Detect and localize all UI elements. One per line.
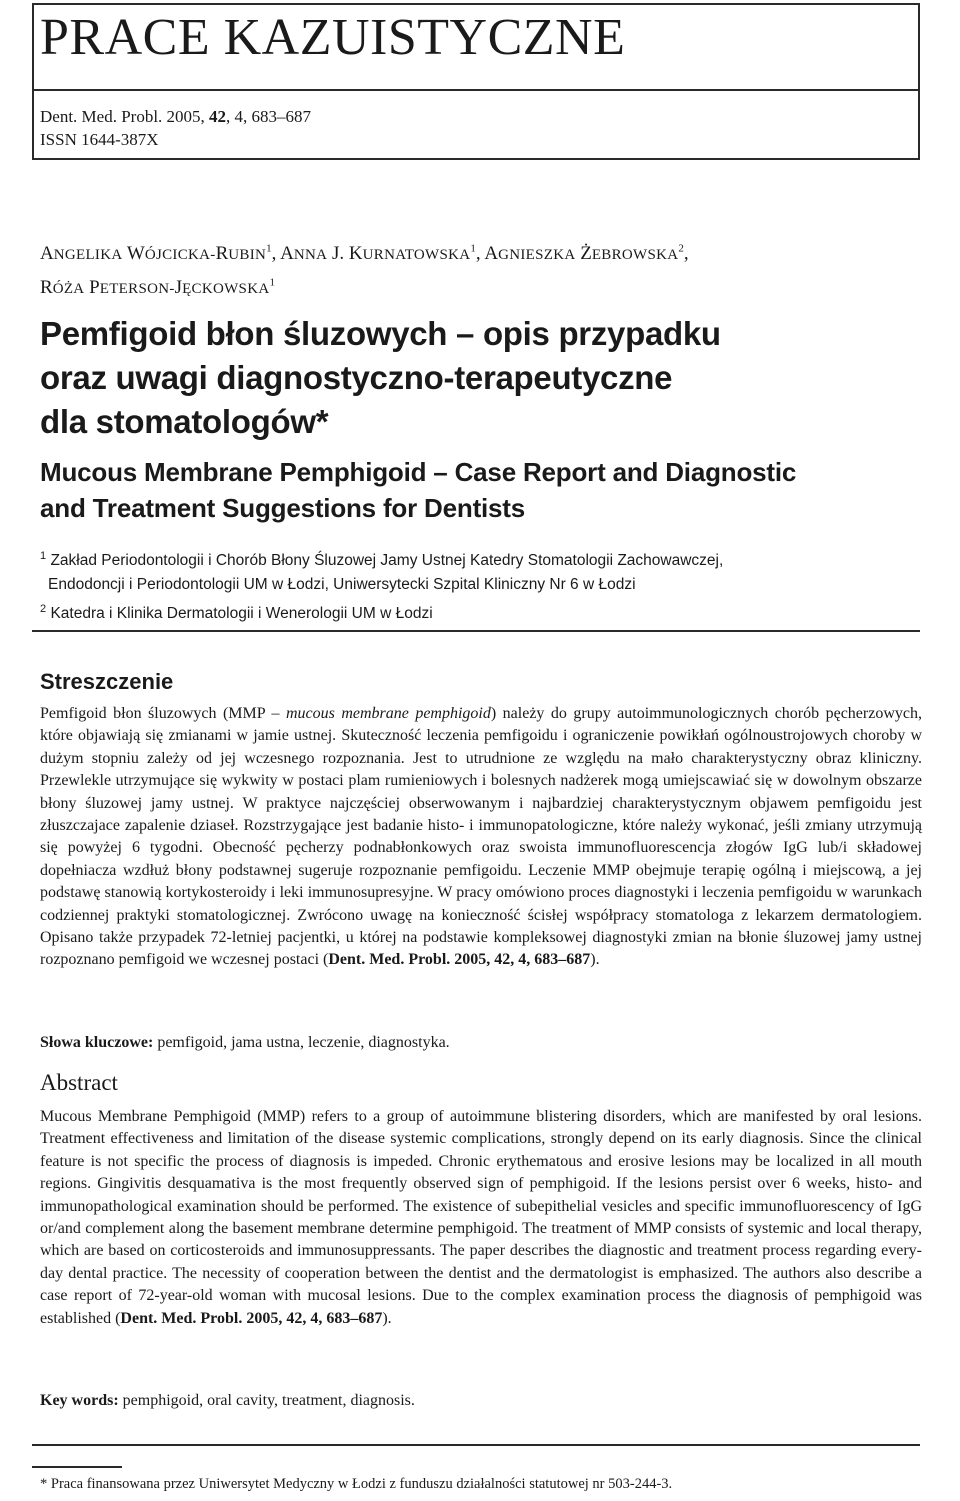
divider — [32, 1444, 920, 1446]
author: RÓŻA PETERSON-JĘCKOWSKA$^1$ — [40, 276, 275, 298]
title-english: Mucous Membrane Pemphigoid – Case Report and Diagnostic and Treatment Suggestions for Dentists — [40, 457, 797, 523]
keywords-english: Key words: pemphigoid, oral cavity, treatment, diagnosis. — [40, 1392, 415, 1409]
title-polish: Pemfigoid błon śluzowych – opis przypadku oraz uwagi diagnostyczno-terapeutyczne dla stomatologów* — [40, 315, 721, 440]
journal-citation: Dent. Med. Probl. 2005, 42, 4, 683–687 — [40, 107, 312, 126]
section-name: PRACE KAZUISTYCZNE — [40, 9, 626, 66]
author: ANNA J. KURNATOWSKA$^1$, — [280, 243, 485, 265]
affiliations — [40, 544, 920, 626]
journal-issn: ISSN 1644-387X — [40, 130, 159, 149]
streszczenie-text: Pemfigoid błon śluzowych (MMP – mucous membrane pemphigoid) należy do grupy autoimmunologicznych chorób pęcherzowych, które objawiają się zmianami w jamie ustnej. Skuteczność leczenia pemfigoidu i ograniczenie powikłań ogólnoustrojowych choroby w dużym stopniu zależy od jej wczesnego rozpoznania. Jest to utrudnione ze względu na mało charakterystyczny obraz kliniczny. Przewlekle utrzymujące się wykwity w postaci plam rumieniowych i bolesnych nadżerek mogą umiejscawiać się w dowolnym obszarze błony śluzowej jamy ustnej. W praktyce najczęściej obserwowanym i najbardziej charakterystycznym objawem pemfigoidu jest złuszczajace zapalenie dziaseł. Rozstrzygające jest badanie histo- i immunopatologiczne, które należy wykonać, jeśli zmiany utrzymują się powyżej 6 tygodni. Obecność pęcherzy podnabłonkowych oraz swoista immunofluorescencja złogów IgG lub/i składowej dopełniacza wzdłuż błony podstawnej sugeruje rozpoznanie pemfigoidu. Leczenie MMP obejmuje terapię ogólną i miejscową, a jej podstawę stanowią kortykosteroidy i leki immunosupresyjne. W pracy omówiono proces diagnostyki i leczenia pemfigoidu w warunkach codziennej praktyki stomatologicznej. Zwrócono uwagę na konieczność ścisłej współpracy stomatologa z lekarzem dermatologiem. Opisano także przypadek 72-letniej pacjentki, u której na podstawie kompleksowej diagnostyki zmian na błonie śluzowej jamy ustnej rozpoznano pemfigoid we wczesnej postaci (Dent. Med. Probl. 2005, 42, 4, 683–687). — [40, 705, 922, 969]
abstract-text: Mucous Membrane Pemphigoid (MMP) refers to a group of autoimmune blistering disorders, which are manifested by oral lesions. Treatment effectiveness and limitation of the disease systemic complications, strongly depend on its early diagnosis. Since the clinical feature is not specific the process of diagnosis is impeded. Chronic erythematous and erosive lesions may be localized in all mouth regions. Gingivitis desquamativa is the most frequently observed sign of pemphigoid. If the lesions persist over 6 weeks, histo- and immunopathological examination should be performed. The existence of subepithelial vesicles and specific immunofluorescency of IgG or/and complement along the basement membrane determine pemphigoid. The treatment of MMP consists of systemic and local therapy, which are based on corticosteroids and immunosuppressants. The paper describes the diagnostic and treatment process regarding every-day dental practice. The necessity of cooperation between the dentist and the dermatologist is emphasized. The authors also describe a case report of 72-year-old woman with mucosal lesions. Due to the complex examination process the diagnosis of pemphigoid was established (Dent. Med. Probl. 2005, 42, 4, 683–687). — [40, 1108, 922, 1327]
footnote: * Praca finansowana przez Uniwersytet Medyczny w Łodzi z funduszu działalności statutowej nr 503-244-3. — [40, 1476, 673, 1492]
author-list — [40, 236, 920, 303]
author: AGNIESZKA ŻEBROWSKA$^2$, — [484, 243, 689, 265]
footnote-rule — [32, 1466, 122, 1468]
streszczenie-heading: Streszczenie — [40, 669, 174, 694]
divider — [32, 630, 920, 632]
abstract-heading: Abstract — [40, 1070, 118, 1095]
keywords-polish: Słowa kluczowe: pemfigoid, jama ustna, leczenie, diagnostyka. — [40, 1034, 450, 1051]
affiliation: Endodoncji i Periodontologii UM w Łodzi, Uniwersytecki Szpital Kliniczny Nr 6 w Łodzi — [48, 576, 636, 594]
affiliation: $^2$ Katedra i Klinika Dermatologii i Wenerologii UM w Łodzi — [40, 603, 433, 623]
author: ANGELIKA WÓJCICKA-RUBIN$^1$, — [40, 243, 281, 265]
affiliation: $^1$ Zakład Periodontologii i Chorób Błony Śluzowej Jamy Ustnej Katedry Stomatologii Zachowawczej, — [40, 550, 724, 570]
